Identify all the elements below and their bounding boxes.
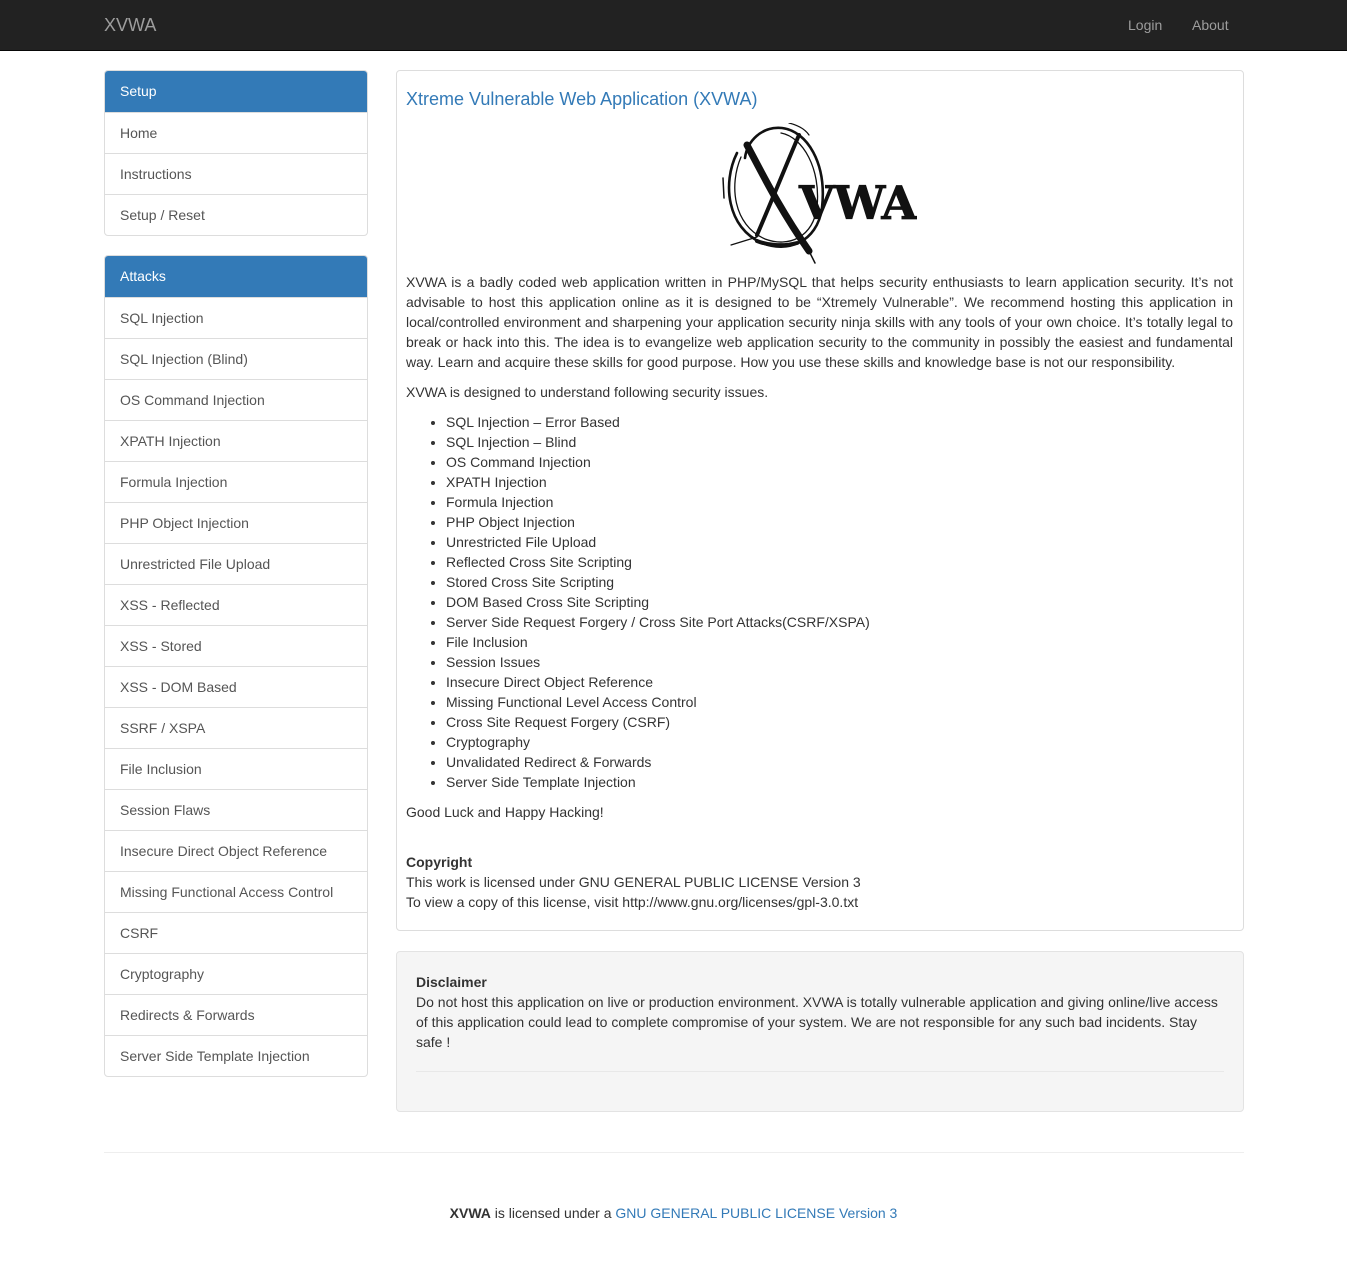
issue-list-item: • Cryptography — [446, 732, 870, 752]
sidebar-item-server-side-template-injection[interactable]: Server Side Template Injection — [105, 1035, 367, 1076]
sidebar-item-insecure-direct-object-reference[interactable]: Insecure Direct Object Reference — [105, 830, 367, 871]
attacks-panel-heading: Attacks — [105, 256, 367, 297]
issue-list-item: • Formula Injection — [446, 492, 870, 512]
issue-list-item: • Server Side Request Forgery / Cross Site Port Attacks(CSRF/XSPA) — [446, 612, 870, 632]
sidebar-item-sql-injection-blind[interactable]: SQL Injection (Blind) — [105, 338, 367, 379]
setup-panel-heading: Setup — [105, 71, 367, 112]
intro-paragraph: XVWA is a badly coded web application written in PHP/MySQL that helps security enthusiasts to learn application security. It’s not advisable to host this application online as it is designed to be “Xtremely Vulnerable”. We recommend hosting this application in local/controlled environment and sharpening your application security ninja skills with any tools of your own choice. It’s totally legal to break or hack into this. The idea is to evangelize web application security to the community in possibly the easiest and fundamental way. Learn and acquire these skills for good purpose. How you use these skills and knowledge base is not our responsibility. — [406, 274, 1233, 370]
sidebar-item-xpath-injection[interactable]: XPATH Injection — [105, 420, 367, 461]
issue-list-item: • PHP Object Injection — [446, 512, 870, 532]
sidebar-item-xss-reflected[interactable]: XSS - Reflected — [105, 584, 367, 625]
issue-list-item: • Unvalidated Redirect & Forwards — [446, 752, 870, 772]
security-issues-list — [406, 412, 870, 792]
disclaimer-divider — [416, 1071, 1224, 1072]
issue-list-item: • Cross Site Request Forgery (CSRF) — [446, 712, 870, 732]
disclaimer-well — [396, 951, 1244, 1112]
issue-list-item: • Server Side Template Injection — [446, 772, 870, 792]
login-link[interactable]: Login — [1128, 17, 1163, 33]
sidebar-item-php-object-injection[interactable]: PHP Object Injection — [105, 502, 367, 543]
issue-list-item: • Unrestricted File Upload — [446, 532, 870, 552]
copyright-line-2: To view a copy of this license, visit http://www.gnu.org/licenses/gpl-3.0.txt — [406, 894, 859, 910]
logo-wordmark: VWA — [799, 176, 917, 230]
top-navbar — [0, 0, 1347, 51]
footer-brand: XVWA — [449, 1205, 491, 1221]
issue-list-item: • XPATH Injection — [446, 472, 870, 492]
footer-text: is licensed under a — [490, 1205, 616, 1221]
sidebar-item-redirects-forwards[interactable]: Redirects & Forwards — [105, 994, 367, 1035]
designed-text: XVWA is designed to understand following security issues. — [406, 384, 769, 400]
copyright-line-1: This work is licensed under GNU GENERAL PUBLIC LICENSE Version 3 — [406, 874, 861, 890]
sidebar-item-os-command-injection[interactable]: OS Command Injection — [105, 379, 367, 420]
sidebar-item-formula-injection[interactable]: Formula Injection — [105, 461, 367, 502]
attacks-list — [105, 297, 367, 1076]
sidebar-item-unrestricted-file-upload[interactable]: Unrestricted File Upload — [105, 543, 367, 584]
sidebar-item-setup-reset[interactable]: Setup / Reset — [105, 194, 367, 235]
sidebar-item-session-flaws[interactable]: Session Flaws — [105, 789, 367, 830]
sidebar-item-xss-stored[interactable]: XSS - Stored — [105, 625, 367, 666]
sidebar-item-sql-injection[interactable]: SQL Injection — [105, 297, 367, 338]
good-luck-text: Good Luck and Happy Hacking! — [406, 804, 604, 820]
sidebar-item-instructions[interactable]: Instructions — [105, 153, 367, 194]
sidebar-item-xss-dom-based[interactable]: XSS - DOM Based — [105, 666, 367, 707]
issue-list-item: • Insecure Direct Object Reference — [446, 672, 870, 692]
issue-list-item: • SQL Injection – Blind — [446, 432, 870, 452]
sidebar-item-missing-functional-access-control[interactable]: Missing Functional Access Control — [105, 871, 367, 912]
about-link[interactable]: About — [1192, 17, 1229, 33]
sidebar-item-home[interactable]: Home — [105, 112, 367, 153]
sidebar-item-cryptography[interactable]: Cryptography — [105, 953, 367, 994]
issue-list-item: • SQL Injection – Error Based — [446, 412, 870, 432]
issue-list-item: • Stored Cross Site Scripting — [446, 572, 870, 592]
main-content-panel — [396, 70, 1244, 931]
issue-list-item: • File Inclusion — [446, 632, 870, 652]
sidebar-item-file-inclusion[interactable]: File Inclusion — [105, 748, 367, 789]
issue-list-item: • DOM Based Cross Site Scripting — [446, 592, 870, 612]
page-title: Xtreme Vulnerable Web Application (XVWA) — [406, 89, 758, 109]
attacks-panel — [104, 255, 368, 1077]
footer-divider — [104, 1152, 1244, 1153]
disclaimer-text: Do not host this application on live or production environment. XVWA is totally vulnerable application and giving online/live access of this application could lead to complete compromise of your system. We are not responsible for any such bad incidents. Stay safe ! — [416, 994, 1218, 1050]
setup-panel — [104, 70, 368, 236]
sidebar-item-csrf[interactable]: CSRF — [105, 912, 367, 953]
navbar-brand[interactable]: XVWA — [104, 15, 157, 35]
license-link[interactable]: GNU GENERAL PUBLIC LICENSE Version 3 — [615, 1205, 898, 1221]
footer — [0, 1203, 1347, 1223]
issue-list-item: • Reflected Cross Site Scripting — [446, 552, 870, 572]
issue-list-item: • Session Issues — [446, 652, 870, 672]
sidebar-item-ssrf-xspa[interactable]: SSRF / XSPA — [105, 707, 367, 748]
xvwa-logo — [717, 123, 917, 268]
setup-list — [105, 112, 367, 235]
issue-list-item: • OS Command Injection — [446, 452, 870, 472]
copyright-title: Copyright — [406, 854, 473, 870]
issue-list-item: • Missing Functional Level Access Control — [446, 692, 870, 712]
disclaimer-title: Disclaimer — [416, 974, 487, 990]
copyright-block — [406, 852, 861, 912]
